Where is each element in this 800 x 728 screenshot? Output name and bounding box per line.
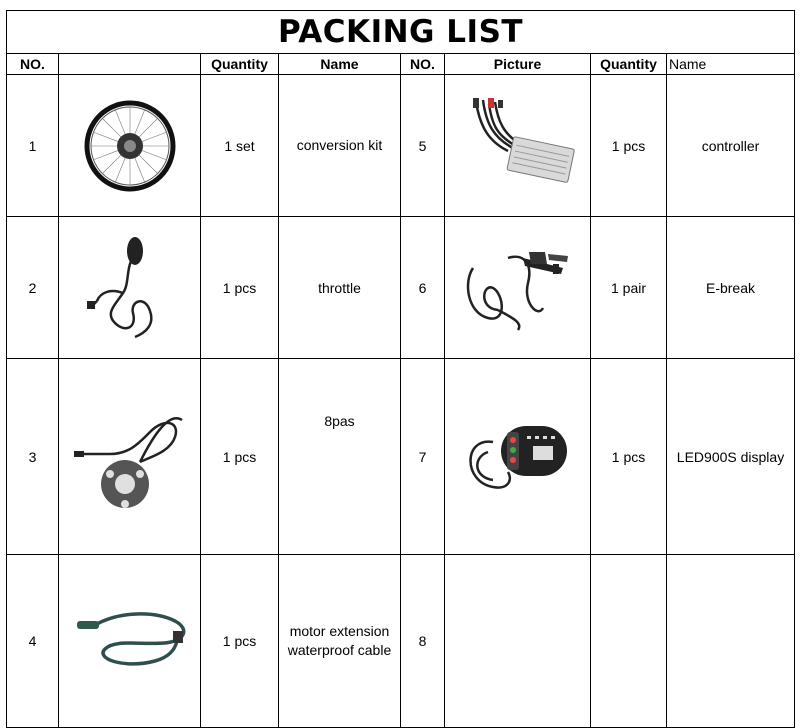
packing-list-sheet [6, 10, 794, 686]
item-number: 7 [401, 359, 445, 555]
item-name: 8pas [279, 359, 401, 555]
header-name-right: Name [667, 54, 795, 75]
table-row [7, 75, 795, 217]
item-name [279, 555, 401, 728]
item-quantity: 1 pcs [591, 75, 667, 217]
table-row [7, 359, 795, 555]
item-quantity: 1 pcs [201, 217, 279, 359]
item-number: 2 [7, 217, 59, 359]
item-picture [445, 217, 591, 359]
header-no: NO. [7, 54, 59, 75]
packing-list-table [6, 10, 795, 728]
item-quantity: 1 pair [591, 217, 667, 359]
item-quantity: 1 set [201, 75, 279, 217]
item-name: E-break [667, 217, 795, 359]
item-name: conversion kit [279, 75, 401, 217]
item-number: 4 [7, 555, 59, 728]
item-name-line: motor extension [289, 623, 390, 640]
header-quantity: Quantity [201, 54, 279, 75]
table-row [7, 217, 795, 359]
item-number: 6 [401, 217, 445, 359]
pas-sensor-image [70, 402, 190, 512]
header-picture [59, 54, 201, 75]
item-name-line: waterproof cable [287, 642, 392, 658]
display-image [453, 412, 583, 502]
item-picture [445, 75, 591, 217]
table-row [7, 555, 795, 728]
item-name [667, 555, 795, 728]
throttle-image [75, 233, 185, 343]
header-picture-right: Picture [445, 54, 591, 75]
item-name: throttle [279, 217, 401, 359]
item-quantity: 1 pcs [201, 555, 279, 728]
item-picture [445, 555, 591, 728]
item-number: 1 [7, 75, 59, 217]
item-picture [59, 217, 201, 359]
header-no-right: NO. [401, 54, 445, 75]
item-picture [445, 359, 591, 555]
page-title: PACKING LIST [7, 11, 795, 54]
wheel-motor-image [70, 99, 190, 193]
item-picture [59, 555, 201, 728]
header-name: Name [279, 54, 401, 75]
header-row [7, 54, 795, 75]
item-picture [59, 75, 201, 217]
item-number: 5 [401, 75, 445, 217]
item-name: LED900S display [667, 359, 795, 555]
item-quantity [591, 555, 667, 728]
item-name: controller [667, 75, 795, 217]
extension-cable-image [65, 601, 195, 681]
header-quantity-right: Quantity [591, 54, 667, 75]
item-number: 3 [7, 359, 59, 555]
item-picture [59, 359, 201, 555]
item-quantity: 1 pcs [201, 359, 279, 555]
ebrake-image [453, 238, 583, 338]
controller-image [458, 96, 578, 196]
item-number: 8 [401, 555, 445, 728]
item-quantity: 1 pcs [591, 359, 667, 555]
